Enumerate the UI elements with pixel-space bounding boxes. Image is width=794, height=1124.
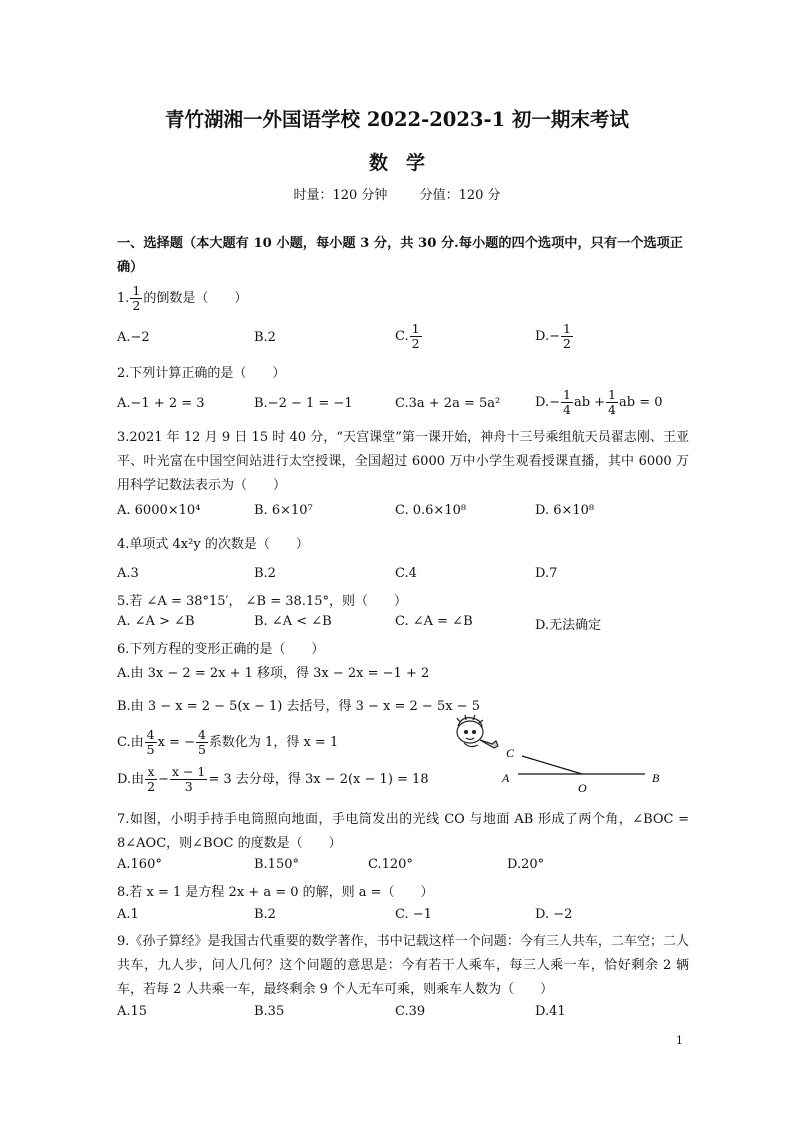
light-ray-co [522,756,582,774]
question-6-option-a: A.由 3x − 2 = 2x + 1 移项，得 3x − 2x = −1 + 2 [117,666,430,681]
question-4-option-b: B.2 [254,566,276,581]
question-6-option-c: C.由 $\frac{4}{5}$ x = − $\frac{4}{5}$ 系数化为 1，得 x = 1 [117,727,339,757]
question-1-stem: 1. $\frac{1}{2}$ 的倒数是（ ） [117,283,248,313]
question-6-option-b: B.由 3 − x = 2 − 5(x − 1) 去括号，得 3 − x = 2 − 5x − 5 [117,699,480,714]
question-3-option-c: C. 0.6×10⁸ [395,503,467,518]
question-3-option-b: B. 6×10⁷ [254,503,313,518]
label-o: O [578,781,587,794]
question-2-stem: 2.下列计算正确的是（ ） [117,366,286,381]
question-2-option-b: B.−2 − 1 = −1 [254,396,353,411]
exam-score: 分值：120 分 [419,188,501,203]
question-9-stem: 9.《孙子算经》是我国古代重要的数学著作，书中记载这样一个问题：今有三人共车，二车空；二人共车，九人步，问人几何？这个问题的意思是：今有若干人乘车，每三人乘一车，恰好剩余 2 辆车，若每 2 人共乘一车，最终剩余 9 个人无车可乘，则乘车人数为（ ） [117,934,689,997]
question-6-stem: 6.下列方程的变形正确的是（ ） [117,642,325,657]
question-4-option-a: A.3 [117,566,139,581]
section-heading: 一、选择题（本大题有 10 小题，每小题 3 分，共 30 分.每小题的四个选项中，只有一个选项正确） [117,236,683,275]
fraction: $\frac{1}{2}$ [132,283,141,313]
question-4-option-c: C.4 [395,566,417,581]
question-9-option-a: A.15 [117,1004,148,1019]
child-with-flashlight-icon [457,715,498,748]
question-8-option-c: C. −1 [395,907,432,922]
question-7-option-b: B.150° [254,857,299,872]
label-a: A [502,771,510,785]
question-3-option-a: A. 6000×10⁴ [117,503,201,518]
question-1-option-b: B.2 [254,330,276,345]
question-1-option-d: D.− $\frac{1}{2}$ [535,321,571,351]
question-9-option-b: B.35 [254,1004,285,1019]
label-c: C [506,746,515,760]
question-2-option-d: D.− $\frac{1}{4}$ ab + $\frac{1}{4}$ ab = 0 [535,387,663,417]
page-number: 1 [676,1034,683,1047]
question-5-option-a: A. ∠A > ∠B [117,614,195,629]
question-5-stem: 5.若 ∠A = 38°15′， ∠B = 38.15°，则（ ） [117,594,407,609]
question-5-option-d: D.无法确定 [535,618,602,633]
question-1-option-c: C. $\frac{1}{2}$ [395,321,420,351]
question-9-option-c: C.39 [395,1004,426,1019]
label-b: B [652,771,660,785]
question-9-option-d: D.41 [535,1004,566,1019]
exam-meta [0,184,794,203]
question-8-option-d: D. −2 [535,907,573,922]
question-3-stem: 3.2021 年 12 月 9 日 15 时 40 分，“天宫课堂”第一课开始，神舟十三号乘组航天员翟志刚、王亚平、叶光富在中国空间站进行太空授课，全国超过 6000 万中小学生观看授课直播，其中 6000 万用科学记数法表示为（ ） [117,430,689,493]
question-6-option-d: D.由 $\frac{x}{2}$ − $\frac{x - 1}{3}$ = 3 去分母，得 3x − 2(x − 1) = 18 [117,764,429,794]
question-8-stem: 8.若 x = 1 是方程 2x + a = 0 的解，则 a =（ ） [117,885,434,900]
question-3-option-d: D. 6×10⁸ [535,503,595,518]
question-2-option-c: C.3a + 2a = 5a² [395,396,501,411]
flashlight-angle-diagram [440,712,680,794]
question-4-option-d: D.7 [535,566,558,581]
question-4-stem: 4.单项式 4x²y 的次数是（ ） [117,537,309,552]
question-8-option-a: A.1 [117,907,139,922]
question-1-option-a: A.−2 [117,330,150,345]
question-8-option-b: B.2 [254,907,276,922]
subject-title: 数学 [368,152,443,174]
question-5-option-b: B. ∠A < ∠B [254,614,332,629]
question-7-option-a: A.160° [117,857,162,872]
question-7-option-d: D.20° [507,857,545,872]
question-2-option-a: A.−1 + 2 = 3 [117,396,205,411]
question-7-stem: 7.如图，小明手持手电筒照向地面，手电筒发出的光线 CO 与地面 AB 形成了两个角，∠BOC = 8∠AOC，则∠BOC 的度数是（ ） [117,812,689,851]
question-5-option-c: C. ∠A = ∠B [395,614,473,629]
question-7-option-c: C.120° [368,857,413,872]
exam-time: 时量：120 分钟 [293,188,388,203]
exam-title: 青竹湖湘一外国语学校 2022-2023-1 初一期末考试 [165,108,629,131]
